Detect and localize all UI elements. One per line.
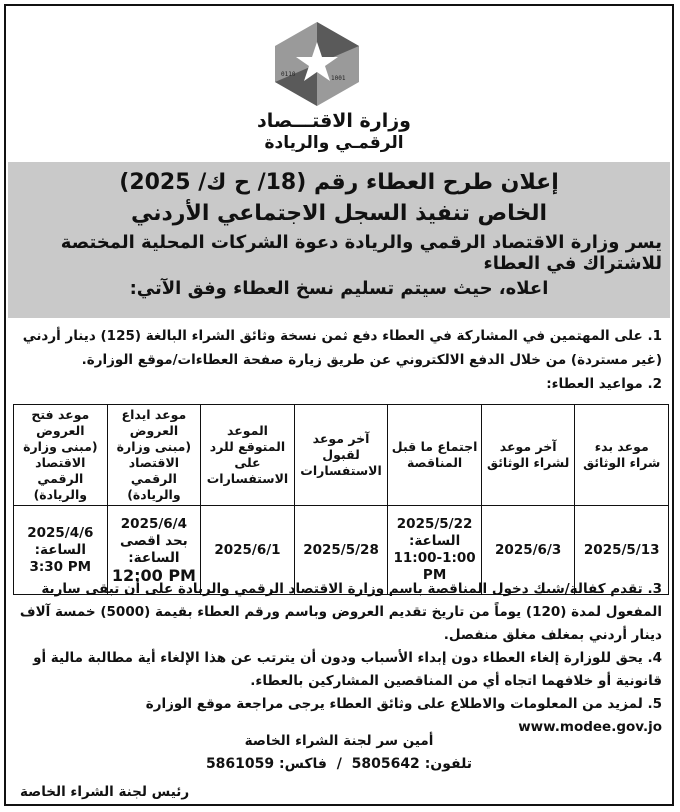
header-start-purchase: موعد بدء شراء الوثائق xyxy=(575,405,669,506)
ministry-name xyxy=(6,110,672,154)
header-logo-area xyxy=(6,14,672,164)
fax-number: 5861059 xyxy=(205,756,275,772)
submit-time: 12:00 PM xyxy=(111,566,196,585)
open-time-label: الساعة: xyxy=(34,541,86,558)
last-inquiry-date: 2025/5/28 xyxy=(303,541,379,558)
contact-line xyxy=(6,756,672,772)
header-pre-bid-meeting: اجتماع ما قبل المناقصة xyxy=(388,405,482,506)
submit-date: 2025/6/4 xyxy=(120,516,188,532)
header-last-inquiry: آخر موعد لقبول الاستفسارات xyxy=(294,405,388,506)
clause-3: 3. تقدم كفالة/شيك دخول المناقصة باسم وزارة الاقتصاد الرقمي والريادة على أن تبقى سارية المفعول لمدة (120) يوماً من تاريخ تقديم العروض وباسم ورقم العطاء بقيمة (5000) خمسة آلاف دينار أردني بمغلف مغلق منفصل. xyxy=(19,581,662,643)
clause-4: 4. يحق للوزارة إلغاء العطاء دون إبداء الأسباب ودون أن يترتب عن هذا الإلغاء أية مطالبة مالية أو قانونية أو خلافهما اتجاه أي من المناقصين المشاركين بالعطاء. xyxy=(33,650,662,689)
meeting-date: 2025/5/22 xyxy=(396,516,473,532)
ministry-logo-icon xyxy=(271,20,363,108)
announcement-title: إعلان طرح العطاء رقم (18/ ح ك/ 2025) xyxy=(119,170,559,195)
contact-separator: / xyxy=(336,756,342,772)
header-reply-date: الموعد المتوقع للرد على الاستفسارات xyxy=(201,405,295,506)
fax-label: فاكس: xyxy=(279,756,327,772)
clause-2: 2. مواعيد العطاء: xyxy=(546,376,662,392)
title-band xyxy=(8,162,670,318)
header-last-purchase: آخر موعد لشراء الوثائق xyxy=(481,405,575,506)
svg-text:0110: 0110 xyxy=(281,71,296,78)
schedule-table xyxy=(13,404,669,595)
svg-text:1001: 1001 xyxy=(331,75,346,82)
ministry-name-line2: الرقمـي والريادة xyxy=(264,133,404,153)
ministry-name-line1: وزارة الاقتـــصاد xyxy=(257,110,411,132)
schedule-header-row xyxy=(14,405,669,506)
clauses-top xyxy=(16,324,662,396)
start-date: 2025/5/13 xyxy=(583,541,660,558)
header-submission: موعد ايداع العروض (مبنى وزارة الاقتصاد الرقمي والريادة) xyxy=(107,405,201,506)
clause-5: 5. لمزيد من المعلومات والاطلاع على وثائق العطاء يرجى مراجعة موقع الوزارة www.modee.gov.jo xyxy=(145,696,662,735)
secretary-signature: أمين سر لجنة الشراء الخاصة xyxy=(244,733,434,749)
meeting-time: 11:00-1:00 PM xyxy=(393,550,476,583)
open-date: 2025/4/6 xyxy=(27,524,94,541)
submit-note: بحد اقصى الساعة: xyxy=(120,533,188,566)
announcement-frame xyxy=(4,4,674,806)
last-purchase-date: 2025/6/3 xyxy=(495,541,562,558)
header-opening: موعد فتح العروض (مبنى وزارة الاقتصاد الرقمي والريادة) xyxy=(14,405,108,506)
invitation-line1: يسر وزارة الاقتصاد الرقمي والريادة دعوة الشركات المحلية المختصة للاشتراك في العطاء xyxy=(60,232,662,274)
invitation-line2: اعلاه، حيث سيتم تسليم نسخ العطاء وفق الآتي: xyxy=(129,278,549,299)
announcement-subtitle: الخاص تنفيذ السجل الاجتماعي الأردني xyxy=(130,201,548,226)
phone-number: 5805642 xyxy=(351,756,420,772)
open-time: 3:30 PM xyxy=(29,558,92,575)
meeting-time-label: الساعة: xyxy=(408,533,461,549)
clause-1: 1. على المهتمين في المشاركة في العطاء دفع ثمن نسخة وثائق الشراء البالغة (125) دينار أردني (غير مستردة) من خلال الدفع الالكتروني عن طريق زيارة صفحة العطاءات/موقع الوزارة. xyxy=(22,328,662,368)
chair-signature: رئيس لجنة الشراء الخاصة xyxy=(20,784,190,800)
reply-date: 2025/6/1 xyxy=(214,541,281,558)
phone-label: تلفون: xyxy=(424,756,473,772)
clauses-bottom xyxy=(16,578,662,739)
